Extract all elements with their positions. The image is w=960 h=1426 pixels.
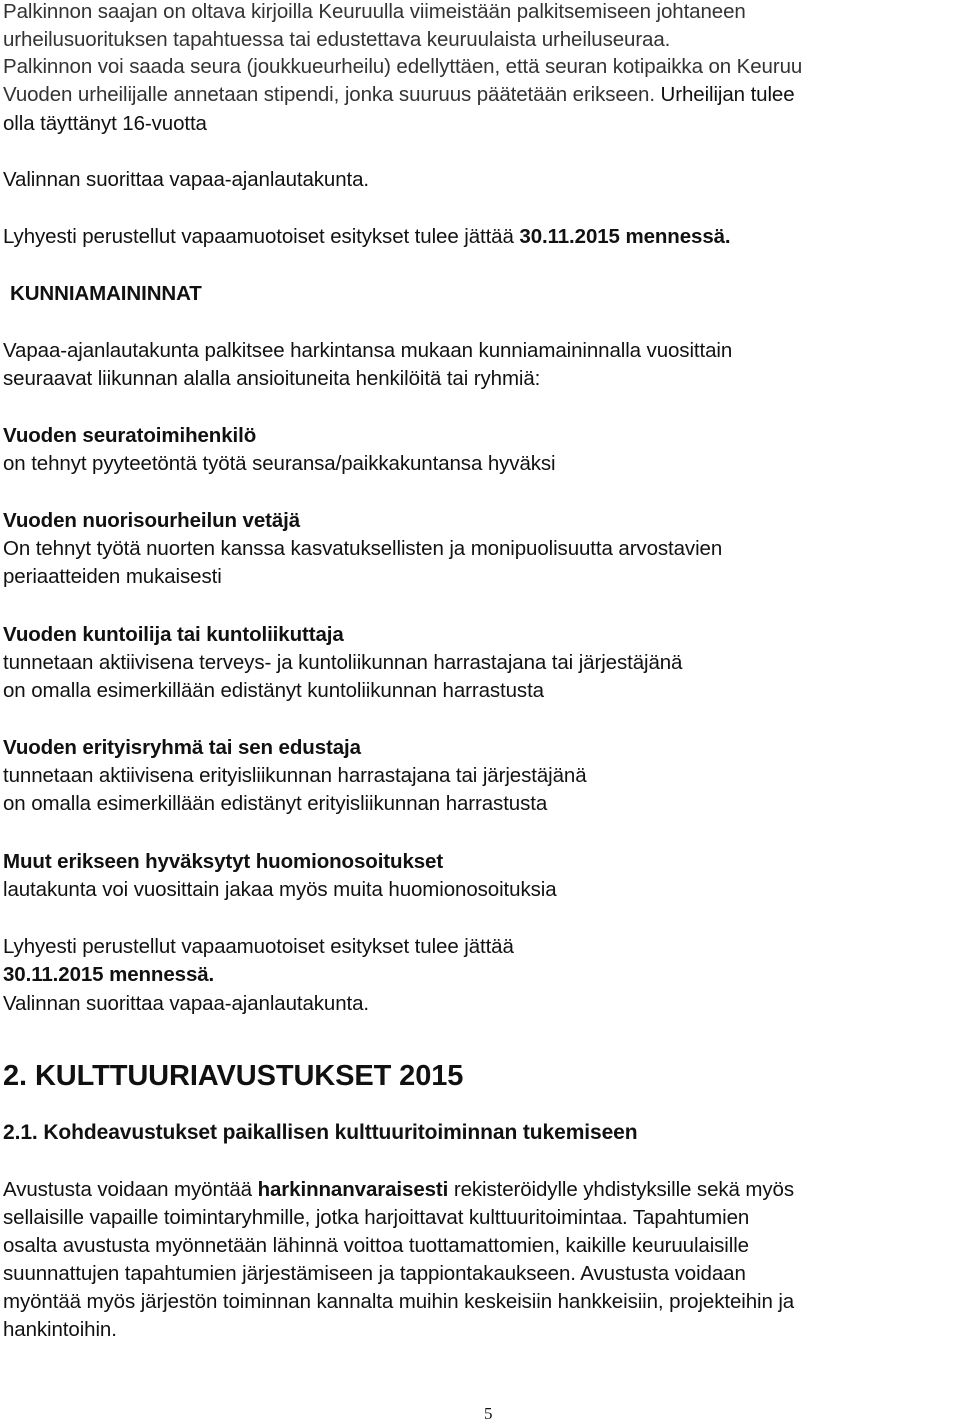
culture-para-1a: Avustusta voidaan myöntää	[3, 1178, 258, 1201]
category-1-desc: on tehnyt pyyteetöntä työtä seuransa/paikkakuntansa hyväksi	[3, 452, 556, 475]
category-5-desc: lautakunta voi vuosittain jakaa myös muita huomionosoituksia	[3, 878, 557, 901]
honors-intro-2: seuraavat liikunnan alalla ansioituneita henkilöitä tai ryhmiä:	[3, 367, 541, 390]
category-1-title: Vuoden seuratoimihenkilö	[3, 424, 257, 447]
category-3-title: Vuoden kuntoilija tai kuntoliikuttaja	[3, 623, 344, 646]
category-4-desc-2: on omalla esimerkillään edistänyt erityisliikunnan harrastusta	[3, 792, 548, 815]
honors-intro-1: Vapaa-ajanlautakunta palkitsee harkintansa mukaan kunniamaininnalla vuosittain	[3, 339, 733, 362]
culture-heading: 2. KULTTUURIAVUSTUKSET 2015	[3, 1060, 464, 1092]
award-line-3: Palkinnon voi saada seura (joukkueurheilu) edellyttäen, että seuran kotipaikka on Keuruu	[3, 55, 803, 78]
award-line-5: olla täyttänyt 16-vuotta	[3, 112, 207, 135]
category-4-title: Vuoden erityisryhmä tai sen edustaja	[3, 736, 361, 759]
age-requirement-text: Urheilijan tulee	[660, 83, 795, 106]
category-3-desc-2: on omalla esimerkillään edistänyt kuntoliikunnan harrastusta	[3, 679, 544, 702]
award-deadline-text: Lyhyesti perustellut vapaamuotoiset esitykset tulee jättää	[3, 225, 520, 248]
category-2-desc-2: periaatteiden mukaisesti	[3, 565, 222, 588]
culture-para-line-1	[3, 1176, 794, 1204]
culture-subheading: 2.1. Kohdeavustukset paikallisen kulttuuritoiminnan tukemiseen	[3, 1121, 638, 1144]
stipend-text: Vuoden urheilijalle annetaan stipendi, jonka suuruus päätetään erikseen.	[3, 83, 661, 106]
culture-para-line-4: suunnattujen tapahtumien järjestämiseen ja tappiontakaukseen. Avustusta voidaan	[3, 1262, 746, 1285]
award-line-4	[3, 81, 795, 109]
honors-deadline-text: Lyhyesti perustellut vapaamuotoiset esitykset tulee jättää	[3, 935, 514, 958]
award-line-2: urheilusuorituksen tapahtuessa tai edustettava keuruulaista urheiluseuraa.	[3, 28, 671, 51]
category-2-desc-1: On tehnyt työtä nuorten kanssa kasvatuksellisten ja monipuolisuutta arvostavien	[3, 537, 723, 560]
honors-deadline-date: 30.11.2015 mennessä.	[3, 963, 215, 986]
award-deadline-date: 30.11.2015 mennessä.	[519, 225, 731, 248]
culture-para-line-3: osalta avustusta myönnetään lähinnä voittoa tuottamattomien, kaikille keuruulaisille	[3, 1234, 749, 1257]
culture-para-1b: harkinnanvaraisesti	[257, 1178, 449, 1201]
award-deadline	[3, 223, 731, 251]
category-4-desc-1: tunnetaan aktiivisena erityisliikunnan harrastajana tai järjestäjänä	[3, 764, 587, 787]
culture-para-line-2: sellaisille vapaille toimintaryhmille, jotka harjoittavat kulttuuritoimintaa. Tapahtumien	[3, 1206, 750, 1229]
honors-selection: Valinnan suorittaa vapaa-ajanlautakunta.	[3, 992, 370, 1015]
award-selection: Valinnan suorittaa vapaa-ajanlautakunta.	[3, 168, 370, 191]
culture-para-1c: rekisteröidylle yhdistyksille sekä myös	[448, 1178, 795, 1201]
culture-para-line-5: myöntää myös järjestön toiminnan kannalta muihin keskeisiin hankkeisiin, projekteihin ja	[3, 1290, 795, 1313]
category-5-title: Muut erikseen hyväksytyt huomionosoitukset	[3, 850, 444, 873]
category-2-title: Vuoden nuorisourheilun vetäjä	[3, 509, 301, 532]
page-number: 5	[484, 1404, 493, 1423]
category-3-desc-1: tunnetaan aktiivisena terveys- ja kuntoliikunnan harrastajana tai järjestäjänä	[3, 651, 683, 674]
honors-heading: KUNNIAMAININNAT	[10, 282, 202, 305]
award-line-1: Palkinnon saajan on oltava kirjoilla Keuruulla viimeistään palkitsemiseen johtaneen	[3, 0, 746, 23]
culture-para-line-6: hankintoihin.	[3, 1318, 117, 1341]
